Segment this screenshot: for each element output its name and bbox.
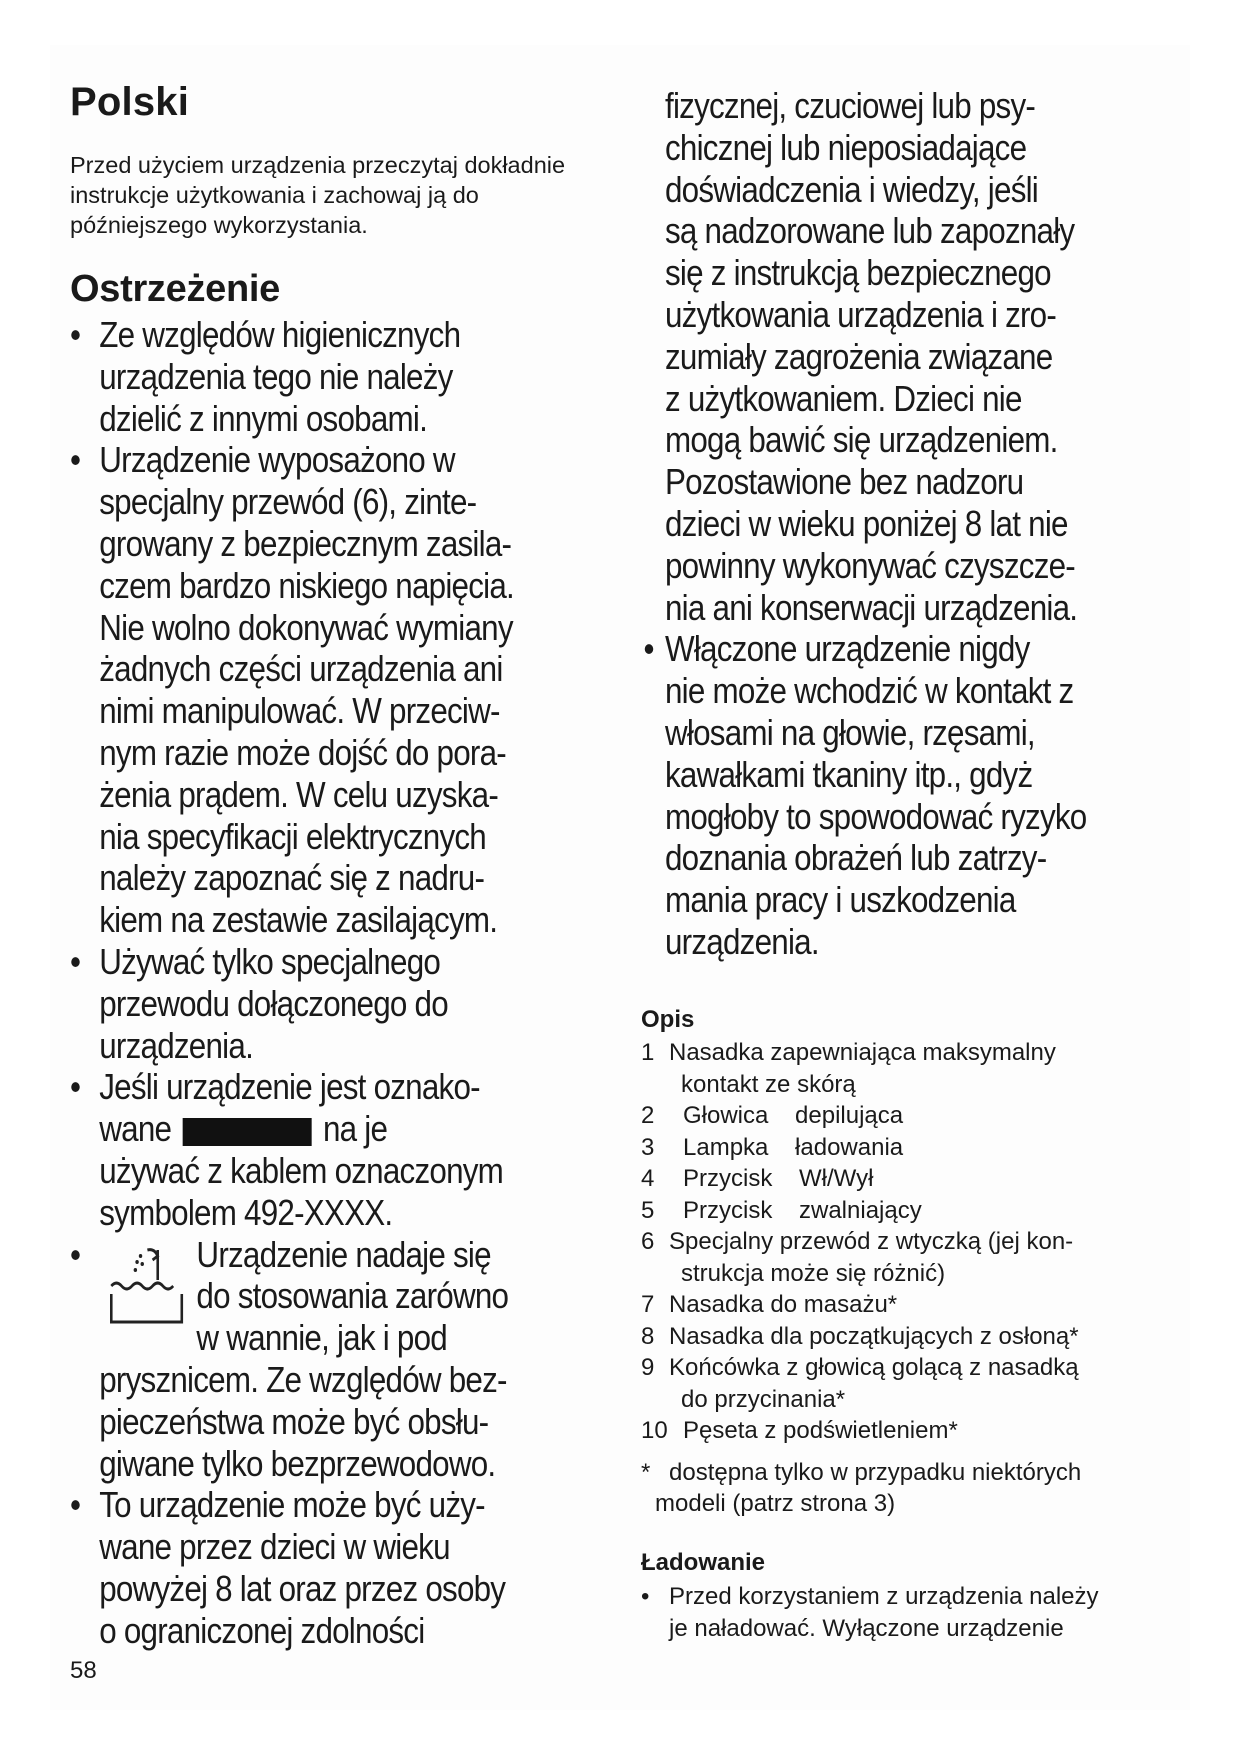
list-item: 3 Lampka ładowania xyxy=(641,1133,904,1161)
bullet-dot: • xyxy=(70,439,81,481)
bullet-dot: • xyxy=(70,1066,81,1108)
warning-bullets xyxy=(70,314,698,1652)
bullet-hair-contact: • Włączone urządzenie nigdy nie może wchodzić w kontakt z włosami na głowie, rzęsami, kawałkami tkaniny itp., gdyż mogłoby to spowodować ryzyko doznania obrażeń lub zatrzy- mania pracy i uszkodzenia urządzenia. xyxy=(643,628,1087,962)
description-list: 1 Nasadka zapewniająca maksymalny kontakt ze skórą 2 Głowica depilująca 3 Lampka ładowania 4 Przycisk Wł/Wył 5 Przycisk zwalniający 6 Specjalny przewód z wtyczką (jej kon- strukcja może się różnić) 7 Nasadka do masażu* 8 Nasadka dla początkujących z osłoną* 9 Końcówka z głowicą golącą z nasadką do przycinania* 10 Pęseta z podświetleniem* * dostępna tylko w przypadku niektórych modeli (patrz strona 3) xyxy=(641,1037,1181,1520)
bullet-dot: • xyxy=(643,628,654,670)
redacted-symbol xyxy=(183,1118,312,1146)
bath-shower-icon xyxy=(104,1242,190,1332)
bullet-children: • To urządzenie może być uży- wane przez dzieci w wieku powyżej 8 lat oraz przez osoby o ograniczonej zdolności xyxy=(70,1484,506,1651)
bullet-dot: • xyxy=(70,1484,81,1526)
bullet-hygiene: • Ze względów higienicznych urządzenia tego nie należy dzielić z innymi osobami. xyxy=(70,314,461,439)
bullet-marking: • Jeśli urządzenie jest oznako- wane na je używać z kablem oznaczonym symbolem 492-XXXX. xyxy=(70,1066,504,1233)
bullet-cord: • Urządzenie wyposażono w specjalny przewód (6), zinte- growany z bezpiecznym zasila- czem bardzo niskiego napięcia. Nie wolno dokonywać wymiany żadnych części urządzenia ani nimi manipulować. W przeciw- nym razie może dojść do pora- żenia prądem. W celu uzyska- nia specyfikacji elektrycznych należy zapoznać się z nadru- kiem na zestawie zasilającym. xyxy=(70,439,514,941)
bullet-bath-shower: • Urządzenie nadaje się do stosowania zarówno w wannie, jak i pod prysznicem. Ze względów bez- pieczeństwa może być obsłu- giwane tylko bezprzewodowo. xyxy=(70,1233,509,1484)
list-item: 6 Specjalny przewód z wtyczką (jej kon- xyxy=(641,1228,1074,1255)
bullet-dot: • xyxy=(70,314,81,355)
bullet-dot: • xyxy=(641,1583,650,1610)
bullet-special-cord: • Używać tylko specjalnego przewodu dołączonego do urządzenia. xyxy=(70,940,448,1066)
warning-title: Ostrzeżenie xyxy=(70,268,281,310)
list-item: 7 Nasadka do masażu* xyxy=(641,1291,898,1318)
list-item: 4 Przycisk Wł/Wył xyxy=(641,1165,874,1192)
warning-continuation: fizycznej, czuciowej lub psy- chicznej lub nieposiadające doświadczenia i wiedzy, jeśli są nadzorowane lub zapoznały się z instrukcją bezpiecznego użytkowania urządzenia i zro- zumiały zagrożenia związane z użytkowaniem. Dzieci nie mogą bawić się urządzeniem. Pozostawione bez nadzoru dzieci w wieku poniżej 8 lat nie powinny wykonywać czyszcze- nia ani konserwacji urządzenia. • Włączone urządzenie nigdy nie może wchodzić w kontakt z włosami na głowie, rzęsami, kawałkami tkaniny itp., gdyż mogłoby to spowodować ryzyko doznania obrażeń lub zatrzy- mania pracy i uszkodzenia urządzenia. xyxy=(665,85,1241,963)
list-item: 5 Przycisk zwalniający xyxy=(641,1196,922,1224)
page-number: 58 xyxy=(70,1657,97,1684)
list-item: 2 Głowica depilująca xyxy=(641,1102,904,1129)
charging-title: Ładowanie xyxy=(641,1549,766,1576)
list-item: 1 Nasadka zapewniająca maksymalny xyxy=(641,1039,1056,1066)
language-title: Polski xyxy=(70,80,190,124)
footnote: * dostępna tylko w przypadku niektórych modeli (patrz strona 3) xyxy=(641,1458,1082,1517)
charging-text: • Przed korzystaniem z urządzenia należy je naładować. Wyłączone urządzenie xyxy=(641,1583,1099,1642)
intro-text: Przed użyciem urządzenia przeczytaj dokładnie instrukcje użytkowania i zachowaj ją do późniejszego wykorzystania. xyxy=(70,152,566,238)
bullet-dot: • xyxy=(70,1233,81,1275)
description-title: Opis xyxy=(641,1006,695,1033)
list-item: 9 Końcówka z głowicą golącą z nasadką xyxy=(641,1354,1079,1381)
list-item: 8 Nasadka dla początkujących z osłoną* xyxy=(641,1322,1079,1350)
bullet-dot: • xyxy=(70,940,81,982)
list-item: 10 Pęseta z podświetleniem* xyxy=(641,1417,958,1444)
